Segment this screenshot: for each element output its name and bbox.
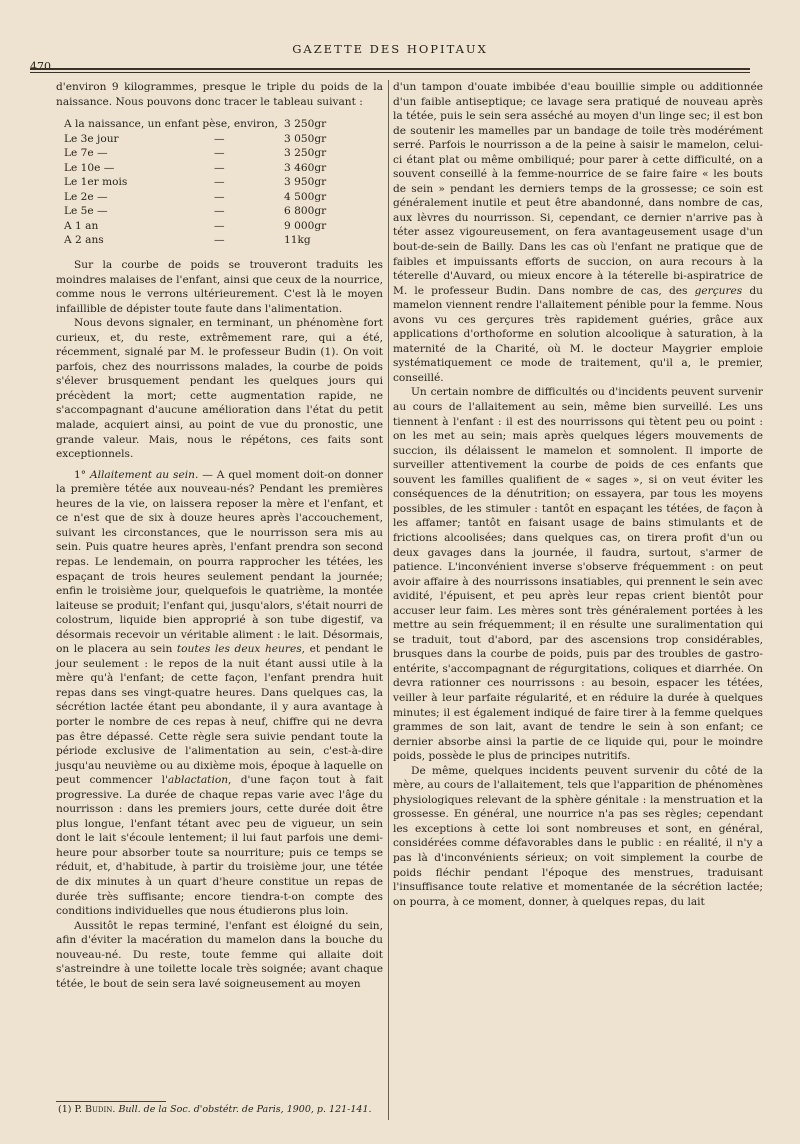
weight-value: 3 460gr [284,161,327,174]
right-column [393,80,763,909]
weight-value: 3 950gr [284,176,327,189]
footnote-rule [56,1101,166,1102]
weight-age: Le 5e — [64,205,108,218]
difficulties-paragraph: Un certain nombre de difficultés ou d'incidents peuvent survenir au cours de l'allaitement au sein, même bien surveillé. Les uns tiennent à l'enfant : il est des nourrissons qui tètent peu ou point : on les met au sein; mais après quelques légers mouvements de succion, ils délaissent le mamelon et somnolent. Il importe de surveiller attentivement la courbe de poids de ces enfants que souvent les familles qualifient de « sages », si on veut éviter les conséquences de la dénutrition; on essayera, par tous les moyens possibles, de les stimuler : tantôt en espaçant les tétées, de façon à les affamer; tantôt en faisant usage de bains stimulants et de frictions alcoolisées; dans quelques cas, on tirera profit d'un ou deux gavages dans la journée, il faudra, surtout, s'armer de patience. L'inconvénient inverse s'observe fréquemment : on peut avoir affaire à des nourrissons insatiables, qui prennent le sein avec avidité, l'épuisent, et peu après leur repas crient bientôt pour accuser leur faim. Les mères sont très généralement portées à les mettre au sein fréquemment; il en résulte une suralimentation qui se traduit, tout d'abord, par des ascensions trop considérables, brusques dans la courbe de poids, puis par des troubles de gastro-entérite, s'accompagnant de régurgitations, coliques et diarrhée. On devra rationner ces nourrissons : au besoin, espacer les tétées, veiller à leur parfaite régularité, et en réduire la durée à quelques minutes; il est également indiqué de faire tirer à la femme quelques grammes de son lait, avant de tendre le sein à son enfant; ce dernier absorbe ainsi la partie de ce liquide qui, pour le moindre poids, possède le plus de principes nutritifs. [393,386,763,763]
text-run: — A quel moment doit-on donner la première tétée aux nouveau-nés? Pendant les premières heures de la vie, on laissera reposer la mère et l'enfant, et ce n'est que de six à douze heures après l'accouchement, suivant les circonstances, que le nourrisson sera mis au sein. Puis quatre heures après, l'enfant prendra son second repas. Le lendemain, on pourra rapprocher les tétées, les espaçant de trois heures seulement pendant la journée; enfin le troisième jour, quelquefois le quatrième, la montée laiteuse se produit; l'enfant qui, jusqu'alors, s'était nourri de colostrum, liquide bien approprié à son tube digestif, va désormais recevoir un véritable aliment : le lait. Désormais, on le placera au sein [56,468,383,656]
weight-dash: — [214,205,225,218]
weight-dash: — [214,147,225,160]
emphasis-text: toutes les deux heures [176,643,302,656]
cleaning-paragraph [393,80,763,385]
weight-dash: — [214,132,225,145]
weight-row [64,175,383,190]
header-rule-thin [30,72,750,73]
weight-age: Le 2e — [64,190,108,203]
emphasis-text: ablactation [167,774,229,787]
emphasis-text: gerçures [694,284,743,297]
weight-age: Le 1er mois [64,176,128,189]
weight-dash: — [214,176,225,189]
text-run: du mamelon viennent rendre l'allaitement pénible pour la femme. Nous avons vu ces gerçures très rapidement guéries, grâce aux applications d'orthoforme en solution alcoolique à saturation, à la maternité de la Charité, où M. le docteur Maygrier emploie systématiquement ce mode de traitement, qu'il a, le premier, conseillé. [393,284,763,384]
weight-age: A la naissance, un enfant pèse, environ, [64,118,278,131]
weight-age: Le 3e jour [64,132,119,145]
weight-row [64,204,383,219]
maternal-incidents-paragraph: De même, quelques incidents peuvent survenir du côté de la mère, au cours de l'allaitement, tels que l'apparition de phénomènes physiologiques relevant de la sphère génitale : la menstruation et la grossesse. En général, une nourrice n'a pas ses règles; cependant les exceptions à cette loi sont nombreuses et sont, en général, considérées comme défavorables dans le public : en réalité, il n'y a pas là d'inconvénients sérieux; on voit simplement la courbe de poids fléchir pendant l'époque des menstrues, traduisant l'insuffisance toute relative et momentanée de la sécrétion lactée; on pourra, à ce moment, donner, à quelques repas, du lait [393,764,763,908]
weight-value: 4 500gr [284,190,327,203]
weight-age: A 1 an [64,219,99,232]
footnote-text: Bull. de la Soc. d'obstétr. de Paris, 1900, p. 121-141. [118,1104,372,1115]
footnote [58,1104,388,1115]
weight-dash: — [214,190,225,203]
section-title: Allaitement au sein. [89,468,199,481]
page-number: 470 [30,60,51,73]
weight-row [64,161,383,176]
weight-value: 9 000gr [284,219,327,232]
text-run: , d'une façon tout à fait progressive. La durée de chaque repas varie avec l'âge du nourrisson : dans les premiers jours, cette durée doit être plus longue, l'enfant tétant avec peu de vigueur, un sein dont le lait s'écoule lentement; il lui faut parfois une demi-heure pour absorber toute sa nourriture; puis ce temps se réduit, et, d'habitude, à partir du troisième jour, une tétée de dix minutes à un quart d'heure constitue un repas de durée très suffisante; encore tiendra-t-on compte des conditions individuelles que nous étudierons plus loin. [56,774,383,918]
journal-title: GAZETTE DES HOPITAUX [292,42,488,56]
hygiene-paragraph: Aussitôt le repas terminé, l'enfant est éloigné du sein, afin d'éviter la macération du mamelon dans la bouche du nouveau-né. Du reste, toute femme qui allaite doit s'astreindre à une toilette locale très soignée; avant chaque tétée, le bout de sein sera lavé soigneusement au moyen [56,919,383,990]
weight-dash: — [214,161,225,174]
weight-row [64,190,383,205]
text-run: , et pendant le jour seulement : le repos de la nuit étant aussi utile à la mère qu'à l'enfant; de cette façon, l'enfant prendra huit repas dans ses vingt-quatre heures. Dans quelques cas, la sécrétion lactée étant peu abondante, il y aura avantage à porter le nombre de ces repas à neuf, chiffre qui ne devra pas être dépassé. Cette règle sera suivie pendant toute la période exclusive de l'alimentation au sein, c'est-à-dire jusqu'au neuvième ou au dixième mois, époque à laquelle on peut commencer l' [56,643,383,787]
header-rule [30,68,750,70]
weight-value: 11kg [284,234,311,247]
weight-table [64,117,383,248]
weight-value: 3 250gr [284,147,327,160]
footnote-author: P. Budin. [74,1104,116,1115]
section-number: 1° [74,468,87,481]
footnote-number: (1) [58,1104,72,1115]
weight-age: A 2 ans [64,234,104,247]
weight-value: 3 250gr [284,118,327,131]
weight-age: Le 7e — [64,147,108,160]
page-header [30,40,750,73]
weight-value: 6 800gr [284,205,327,218]
column-divider [388,80,389,1120]
text-run: d'un tampon d'ouate imbibée d'eau bouillie simple ou additionnée d'un faible antiseptique; ce lavage sera pratiqué de nouveau après la tétée, puis le sein sera asséché au moyen d'un linge sec; il est bon de soutenir les mamelles par un bandage de toile très modérément serré. Parfois le nourrisson a de la peine à saisir le mamelon, celui-ci étant plat ou même ombiliqué; pour parer à cette difficulté, on a souvent conseillé à la femme-nourrice de se faire faire « les bouts de sein » pendant les derniers temps de la grossesse; ce soin est généralement inutile et peut être abandonné, dans nombre de cas, aux lèvres du nourrisson. Si, cependant, ce dernier n'arrive pas à téter assez vigoureusement, on fera avantageusement usage d'un bout-de-sein de Bailly. Dans les cas où l'enfant ne pratique que de faibles et impuissants efforts de succion, on aura recours à la téterelle d'Auvard, ou mieux encore à la téterelle bi-aspiratrice de M. le professeur Budin. Dans nombre de cas, des [393,81,763,297]
weight-row [64,219,383,234]
weight-dash: — [214,234,225,247]
weight-value: 3 050gr [284,132,327,145]
weight-curve-paragraph: Sur la courbe de poids se trouveront traduits les moindres malaises de l'enfant, ainsi que ceux de la nourrice, comme nous le verrons ultérieurement. C'est là le moyen infaillible de dépister toute faute dans l'alimentation. [56,259,383,315]
breastfeeding-paragraph [56,468,383,919]
weight-row [64,132,383,147]
weight-row [64,117,383,132]
left-column [56,80,383,991]
weight-dash: — [214,219,225,232]
phenomenon-paragraph: Nous devons signaler, en terminant, un phénomène fort curieux, et, du reste, extrêmement rare, qui a été, récemment, signalé par M. le professeur Budin (1). On voit parfois, chez des nourrissons malades, la courbe de poids s'élever brusquement pendant les quelques jours qui précèdent la mort; cette augmentation rapide, ne s'accompagnant d'aucune amélioration dans l'état du petit malade, acquiert ainsi, au point de vue du pronostic, une grande valeur. Mais, nous le répétons, ces faits sont exceptionnels. [56,317,383,461]
weight-row [64,233,383,248]
weight-row [64,146,383,161]
intro-paragraph: d'environ 9 kilogrammes, presque le triple du poids de la naissance. Nous pouvons donc tracer le tableau suivant : [56,81,383,108]
weight-age: Le 10e — [64,161,115,174]
